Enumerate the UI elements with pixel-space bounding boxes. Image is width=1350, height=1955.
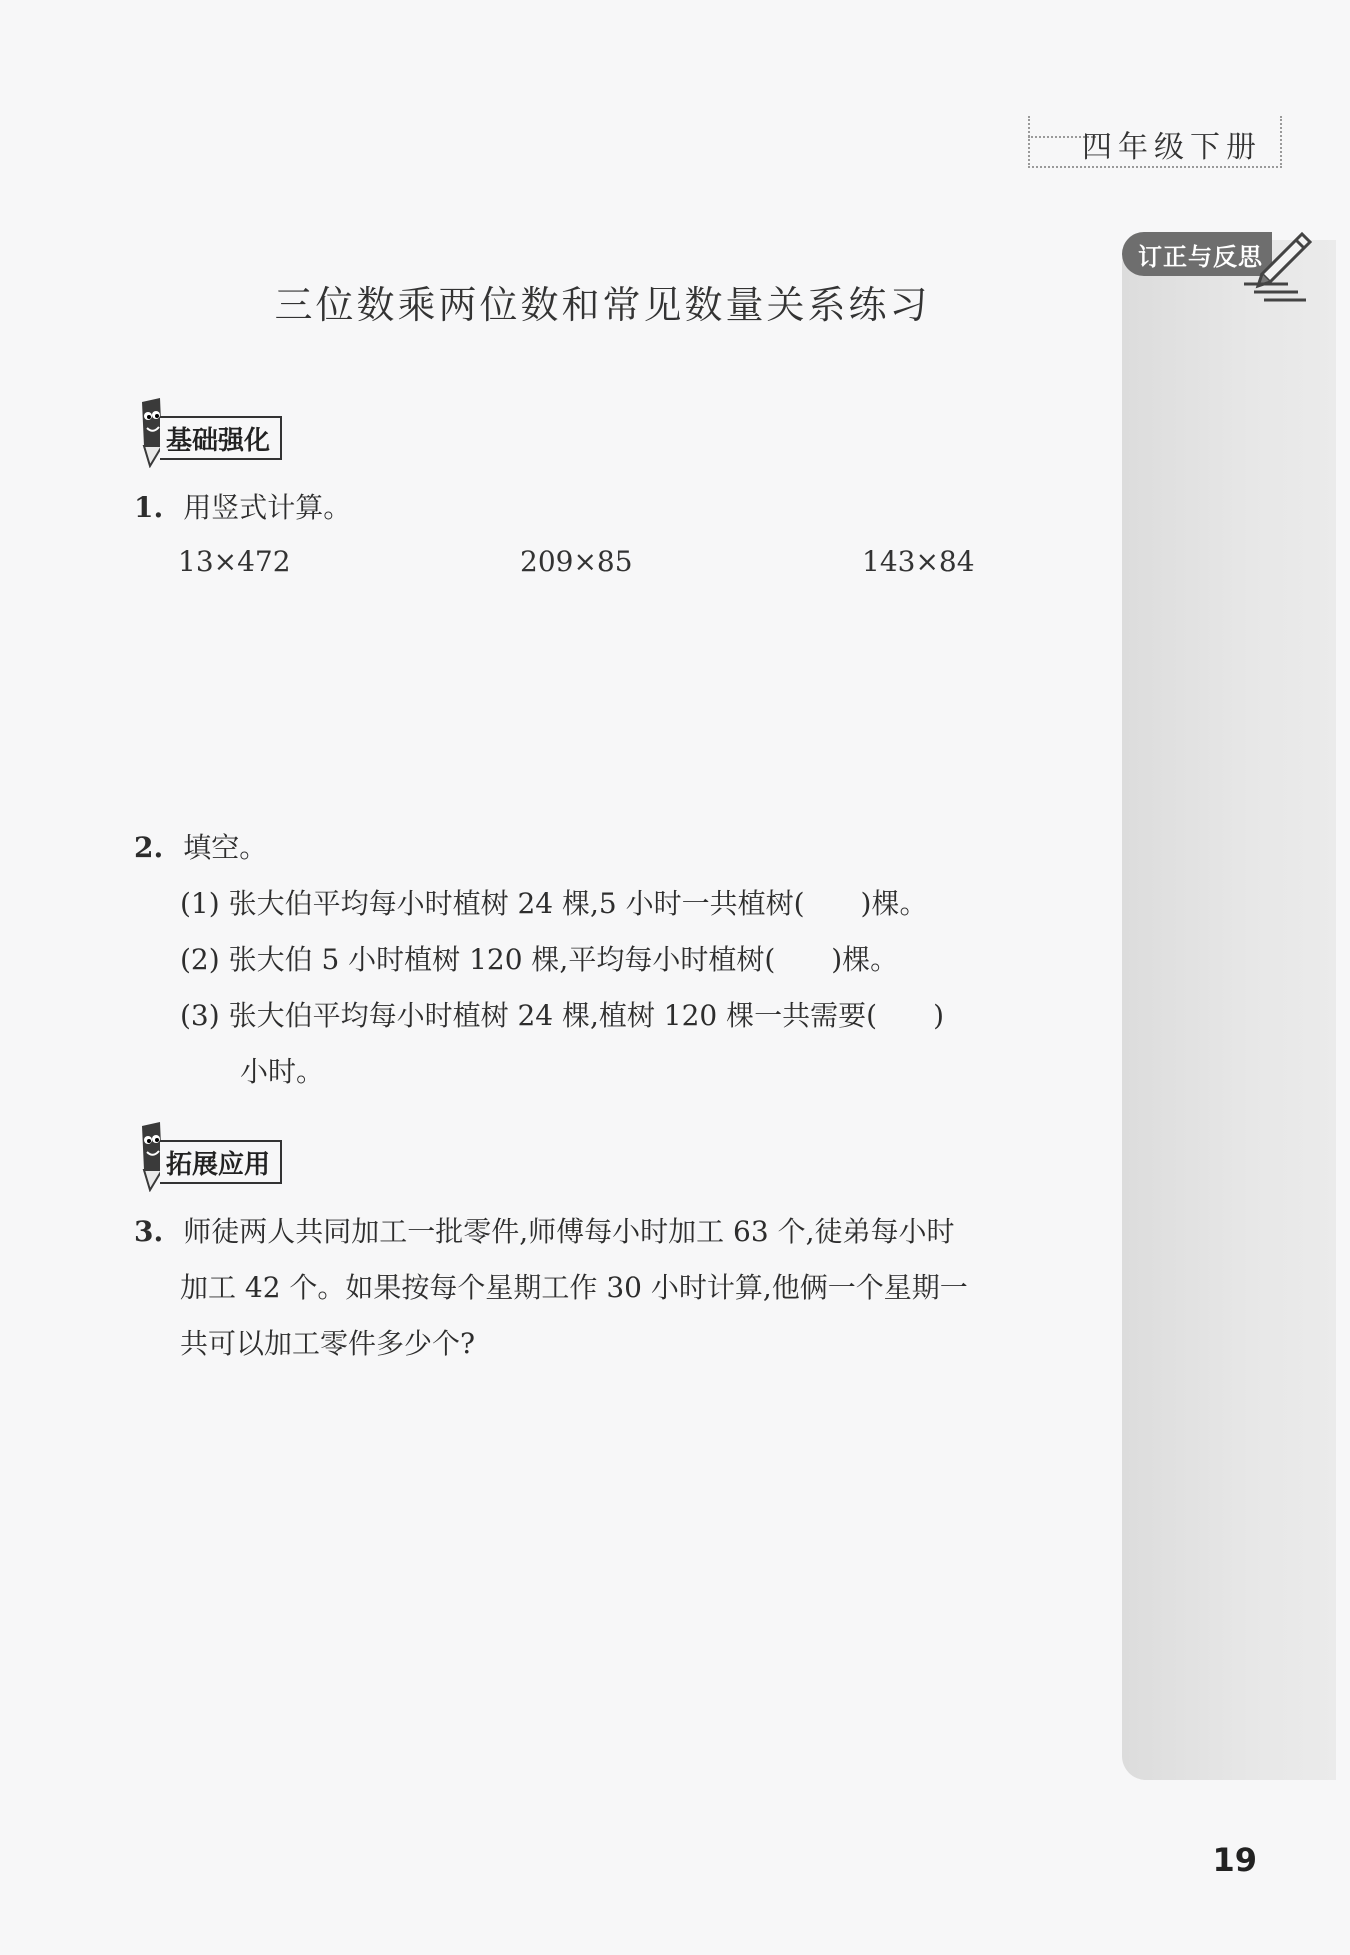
page-number: 19	[1212, 1841, 1257, 1879]
question-number: 3.	[134, 1215, 164, 1248]
calc-item: 13×472	[178, 545, 291, 578]
section-basic-label: 基础强化	[160, 416, 282, 460]
question-1	[134, 486, 351, 526]
pen-icon	[1240, 226, 1320, 304]
question-3	[134, 1210, 954, 1250]
section-extend	[130, 1120, 330, 1190]
fill-blank-item: (1) 张大伯平均每小时植树 24 棵,5 小时一共植树( )棵。	[180, 887, 928, 920]
page-title: 三位数乘两位数和常见数量关系练习	[274, 283, 931, 327]
question-text-line: 师徒两人共同加工一批零件,师傅每小时加工 63 个,徒弟每小时	[183, 1215, 955, 1248]
grade-box	[1028, 116, 1282, 168]
question-text: 用竖式计算。	[183, 491, 352, 524]
reflection-panel	[1122, 240, 1336, 1780]
grade-label: 四年级下册	[1082, 130, 1262, 165]
calc-item: 143×84	[862, 545, 975, 578]
question-2	[134, 826, 267, 866]
question-number: 2.	[134, 831, 164, 864]
question-text-line: 加工 42 个。如果按每个星期工作 30 小时计算,他俩一个星期一	[180, 1271, 968, 1304]
reflection-tab-label: 订正与反思	[1138, 242, 1263, 271]
question-text-line: 共可以加工零件多少个?	[180, 1327, 476, 1360]
calc-item: 209×85	[520, 545, 633, 578]
fill-blank-item: (3) 张大伯平均每小时植树 24 棵,植树 120 棵一共需要( )	[180, 999, 944, 1032]
section-basic	[130, 396, 330, 466]
section-extend-label: 拓展应用	[160, 1140, 282, 1184]
fill-blank-item-continuation: 小时。	[240, 1055, 325, 1088]
question-text: 填空。	[183, 831, 268, 864]
fill-blank-item: (2) 张大伯 5 小时植树 120 棵,平均每小时植树( )棵。	[180, 943, 899, 976]
question-number: 1.	[134, 491, 164, 524]
